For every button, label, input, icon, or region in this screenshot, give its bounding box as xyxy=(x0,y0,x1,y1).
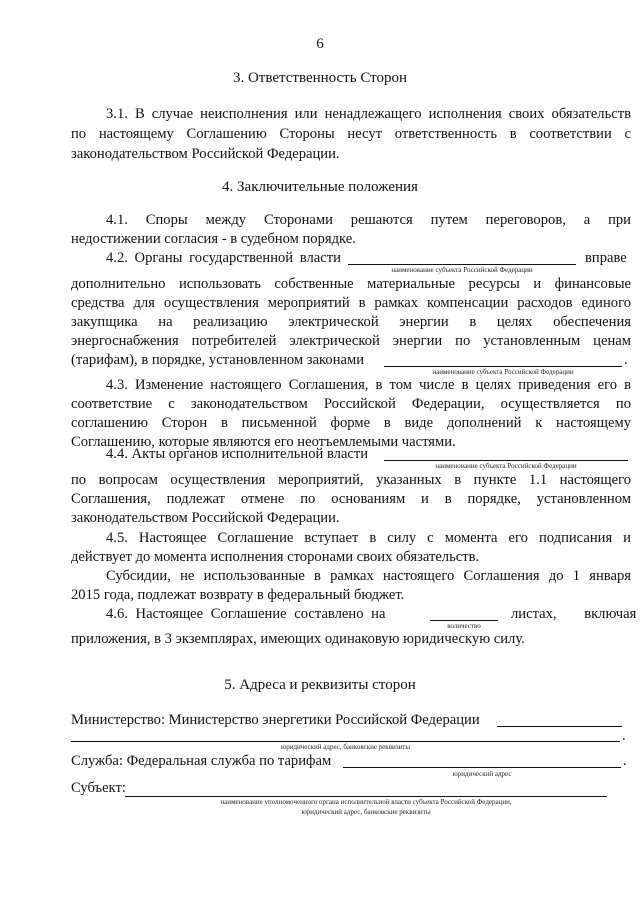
paragraph-4-1-line-1: 4.1. Споры между Сторонами решаются путем переговоров, а при xyxy=(106,212,631,228)
paragraph-subsidies-line-2: 2015 года, подлежат возврату в федеральный бюджет. xyxy=(71,587,405,603)
paragraph-4-6-start: 4.6. Настоящее Соглашение составлено на xyxy=(106,606,386,622)
ministry-end: . xyxy=(622,728,626,744)
paragraph-4-3-line-4: Соглашению, которые являются его неотъемлемыми частями. xyxy=(71,434,456,450)
paragraph-4-2-line-1: дополнительно использовать собственные материальные ресурсы и финансовые xyxy=(71,276,631,292)
paragraph-3-1-line-2: по настоящему Соглашению Стороны несут ответственность в соответствии с xyxy=(71,126,631,142)
sheet-count-blank xyxy=(430,620,498,621)
paragraph-4-4-line-2: Соглашения, подлежат отмене по основаниям и в порядке, установленном xyxy=(71,491,631,507)
paragraph-4-2-last-end: . xyxy=(624,352,628,368)
subject-label: Субъект: xyxy=(71,780,126,796)
paragraph-4-4-line-3: законодательством Российской Федерации. xyxy=(71,510,340,526)
paragraph-4-5-line-1: 4.5. Настоящее Соглашение вступает в силу с момента его подписания и xyxy=(106,530,631,546)
paragraph-4-5-line-2: действует до момента исполнения сторонами своих обязательств. xyxy=(71,549,480,565)
paragraph-4-6-mid: листах, включая xyxy=(511,606,637,622)
service-blank xyxy=(343,767,621,768)
page-number: 6 xyxy=(316,36,324,52)
paragraph-4-4-line-1: по вопросам осуществления мероприятий, указанных в пункте 1.1 настоящего xyxy=(71,472,631,488)
paragraph-4-3-line-1: 4.3. Изменение настоящего Соглашения, в том числе в целях приведения его в xyxy=(106,377,631,393)
caption-sheet-count: количество xyxy=(447,622,481,630)
ministry-label: Министерство: Министерство энергетики Российской Федерации xyxy=(71,712,480,728)
paragraph-4-2-line-4: энергоснабжения потребителей электрической энергии по установленным ценам xyxy=(71,333,631,349)
caption-service: юридический адрес xyxy=(452,770,512,778)
subject-name-blank-2 xyxy=(384,366,622,367)
paragraph-4-2-end: вправе xyxy=(585,250,627,266)
subject-blank xyxy=(125,796,607,797)
paragraph-3-1-line-1: 3.1. В случае неисполнения или ненадлежащего исполнения своих обязательств xyxy=(106,106,631,122)
caption-subject-name-3: наименование субъекта Российской Федерации xyxy=(435,462,577,470)
ministry-blank-2 xyxy=(71,741,620,742)
caption-subject-2: юридический адрес, банковские реквизиты xyxy=(301,808,431,816)
caption-subject-name-1: наименование субъекта Российской Федерации xyxy=(391,266,533,274)
section-4-heading: 4. Заключительные положения xyxy=(222,179,418,195)
paragraph-4-2-line-3: закупщика на реализацию электрической энергии в целях обеспечения xyxy=(71,314,631,330)
paragraph-4-2-start: 4.2. Органы государственной власти xyxy=(106,250,341,266)
paragraph-4-1-line-2: недостижении согласия - в судебном порядке. xyxy=(71,231,356,247)
ministry-blank-1 xyxy=(497,726,622,727)
paragraph-4-2-last: (тарифам), в порядке, установленном законами xyxy=(71,352,365,368)
service-label: Служба: Федеральная служба по тарифам xyxy=(71,753,332,769)
caption-ministry: юридический адрес, банковские реквизиты xyxy=(280,743,411,751)
paragraph-4-4-start: 4.4. Акты органов исполнительной власти xyxy=(106,446,369,462)
paragraph-4-3-line-2: соответствие с законодательством Российской Федерации, осуществляется по xyxy=(71,396,631,412)
section-3-heading: 3. Ответственность Сторон xyxy=(232,70,408,86)
paragraph-3-1-line-3: законодательством Российской Федерации. xyxy=(71,146,340,162)
paragraph-4-6-last: приложения, в 3 экземплярах, имеющих одинаковую юридическую силу. xyxy=(71,631,525,647)
paragraph-4-2-line-2: средства для осуществления мероприятий в рамках компенсации расходов единого xyxy=(71,295,631,311)
section-5-heading: 5. Адреса и реквизиты сторон xyxy=(224,677,416,693)
caption-subject-name-2: наименование субъекта Российской Федерации xyxy=(432,368,574,376)
paragraph-subsidies-line-1: Субсидии, не использованные в рамках настоящего Соглашения до 1 января xyxy=(106,568,631,584)
subject-name-blank-3 xyxy=(384,460,628,461)
subject-name-blank-1 xyxy=(348,264,576,265)
paragraph-4-3-line-3: соглашению Сторон в письменной форме в виде дополнений к настоящему xyxy=(71,415,631,431)
caption-subject-1: наименование уполномоченного органа исполнительной власти субъекта Российской Федерации, xyxy=(220,798,512,806)
service-end: . xyxy=(623,753,627,769)
